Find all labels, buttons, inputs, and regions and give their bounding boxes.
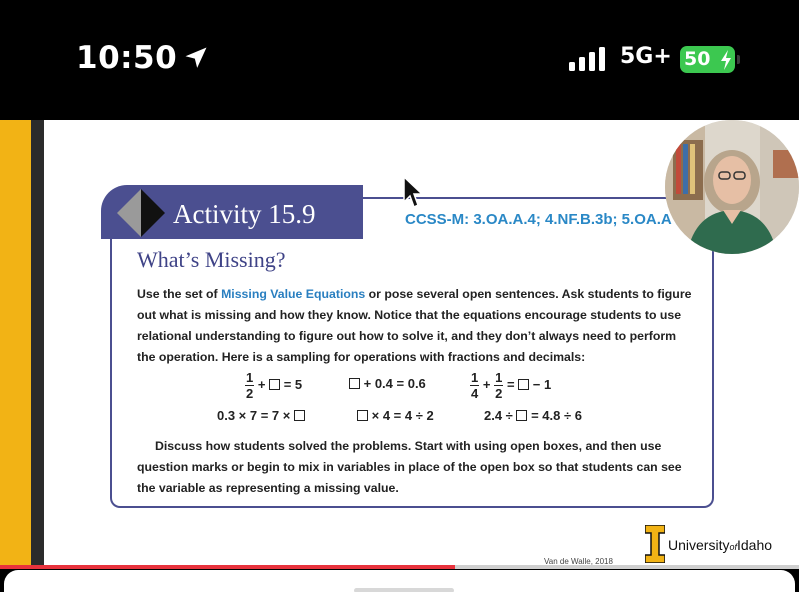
battery-nub [737, 55, 740, 64]
missing-value-link[interactable]: Missing Value Equations [221, 287, 366, 301]
operator: + [257, 376, 266, 392]
network-type: 5G+ [620, 44, 672, 69]
university-logo-icon [645, 525, 665, 563]
denominator: 2 [246, 386, 254, 401]
open-box [518, 379, 529, 390]
activity-heading: What’s Missing? [137, 247, 286, 272]
equation-lhs: 0.3 × 7 = 7 × [217, 408, 291, 423]
equation-tail: − 1 [532, 376, 552, 392]
activity-title: Activity 15.9 [173, 199, 316, 229]
numerator: 1 [495, 370, 503, 385]
bottom-sheet[interactable] [4, 570, 795, 592]
sheet-handle[interactable] [354, 588, 454, 592]
presenter-image [665, 120, 799, 254]
equation-rhs: = 5 [283, 376, 303, 392]
equation-6 [484, 408, 582, 423]
open-box [349, 378, 360, 389]
university-word: University [668, 537, 730, 553]
status-bar [0, 0, 799, 120]
video-progress-fill [0, 565, 455, 569]
equation-2 [349, 376, 426, 391]
mouse-cursor-icon [403, 176, 425, 210]
diamond-icon [117, 189, 165, 237]
equation-5 [357, 408, 434, 423]
university-place: Idaho [736, 537, 773, 553]
university-of: of [729, 542, 737, 552]
numerator: 1 [471, 370, 479, 385]
intro-text-end: or pose several open sentences. Ask students to figure out what is missing and how they know. Notice that the equations encourage students to use relational understanding to figure out how to solve it, and they don’t always need to perform the operation. Here is a sampling for operations with fractions and decimals: [137, 287, 692, 364]
gold-side-bar [0, 120, 31, 565]
dark-side-bar [31, 120, 44, 565]
open-box [269, 379, 280, 390]
fraction [245, 370, 254, 401]
video-progress-bar[interactable] [0, 565, 799, 569]
location-arrow-icon [182, 44, 210, 72]
numerator: 1 [246, 370, 254, 385]
discussion-paragraph: Discuss how students solved the problems. Start with using open boxes, and then use question marks or begin to mix in variables in place of the open box so that students can see the variable as representing a missing value. [137, 439, 682, 495]
equation-3 [470, 370, 551, 401]
citation: Van de Walle, 2018 [544, 557, 613, 565]
fraction [470, 370, 479, 401]
equation-rest: + 0.4 = 0.6 [363, 376, 426, 391]
open-box [516, 410, 527, 421]
open-box [357, 410, 368, 421]
standards-text: CCSS-M: 3.OA.A.4; 4.NF.B.3b; 5.OA.A [405, 211, 672, 228]
denominator: 2 [495, 386, 503, 401]
equation-4 [217, 408, 305, 423]
signal-bars-icon [568, 46, 608, 72]
bolt-icon [720, 50, 732, 70]
clock: 10:50 [76, 40, 178, 76]
intro-paragraph [137, 284, 697, 368]
equation-rhs: = 4.8 ÷ 6 [531, 408, 582, 423]
battery-charging-icon [680, 46, 735, 73]
fraction [494, 370, 503, 401]
equation-lhs: 2.4 ÷ [484, 408, 513, 423]
denominator: 4 [471, 386, 479, 401]
open-box [294, 410, 305, 421]
presenter-webcam[interactable] [665, 120, 799, 254]
equals-sign: = [506, 376, 515, 392]
battery-percent: 50 [684, 48, 711, 70]
operator: + [482, 376, 491, 392]
intro-text-start: Use the set of [137, 287, 222, 301]
equation-rest: × 4 = 4 ÷ 2 [371, 408, 434, 423]
university-name [668, 537, 772, 553]
equation-1 [245, 370, 302, 401]
